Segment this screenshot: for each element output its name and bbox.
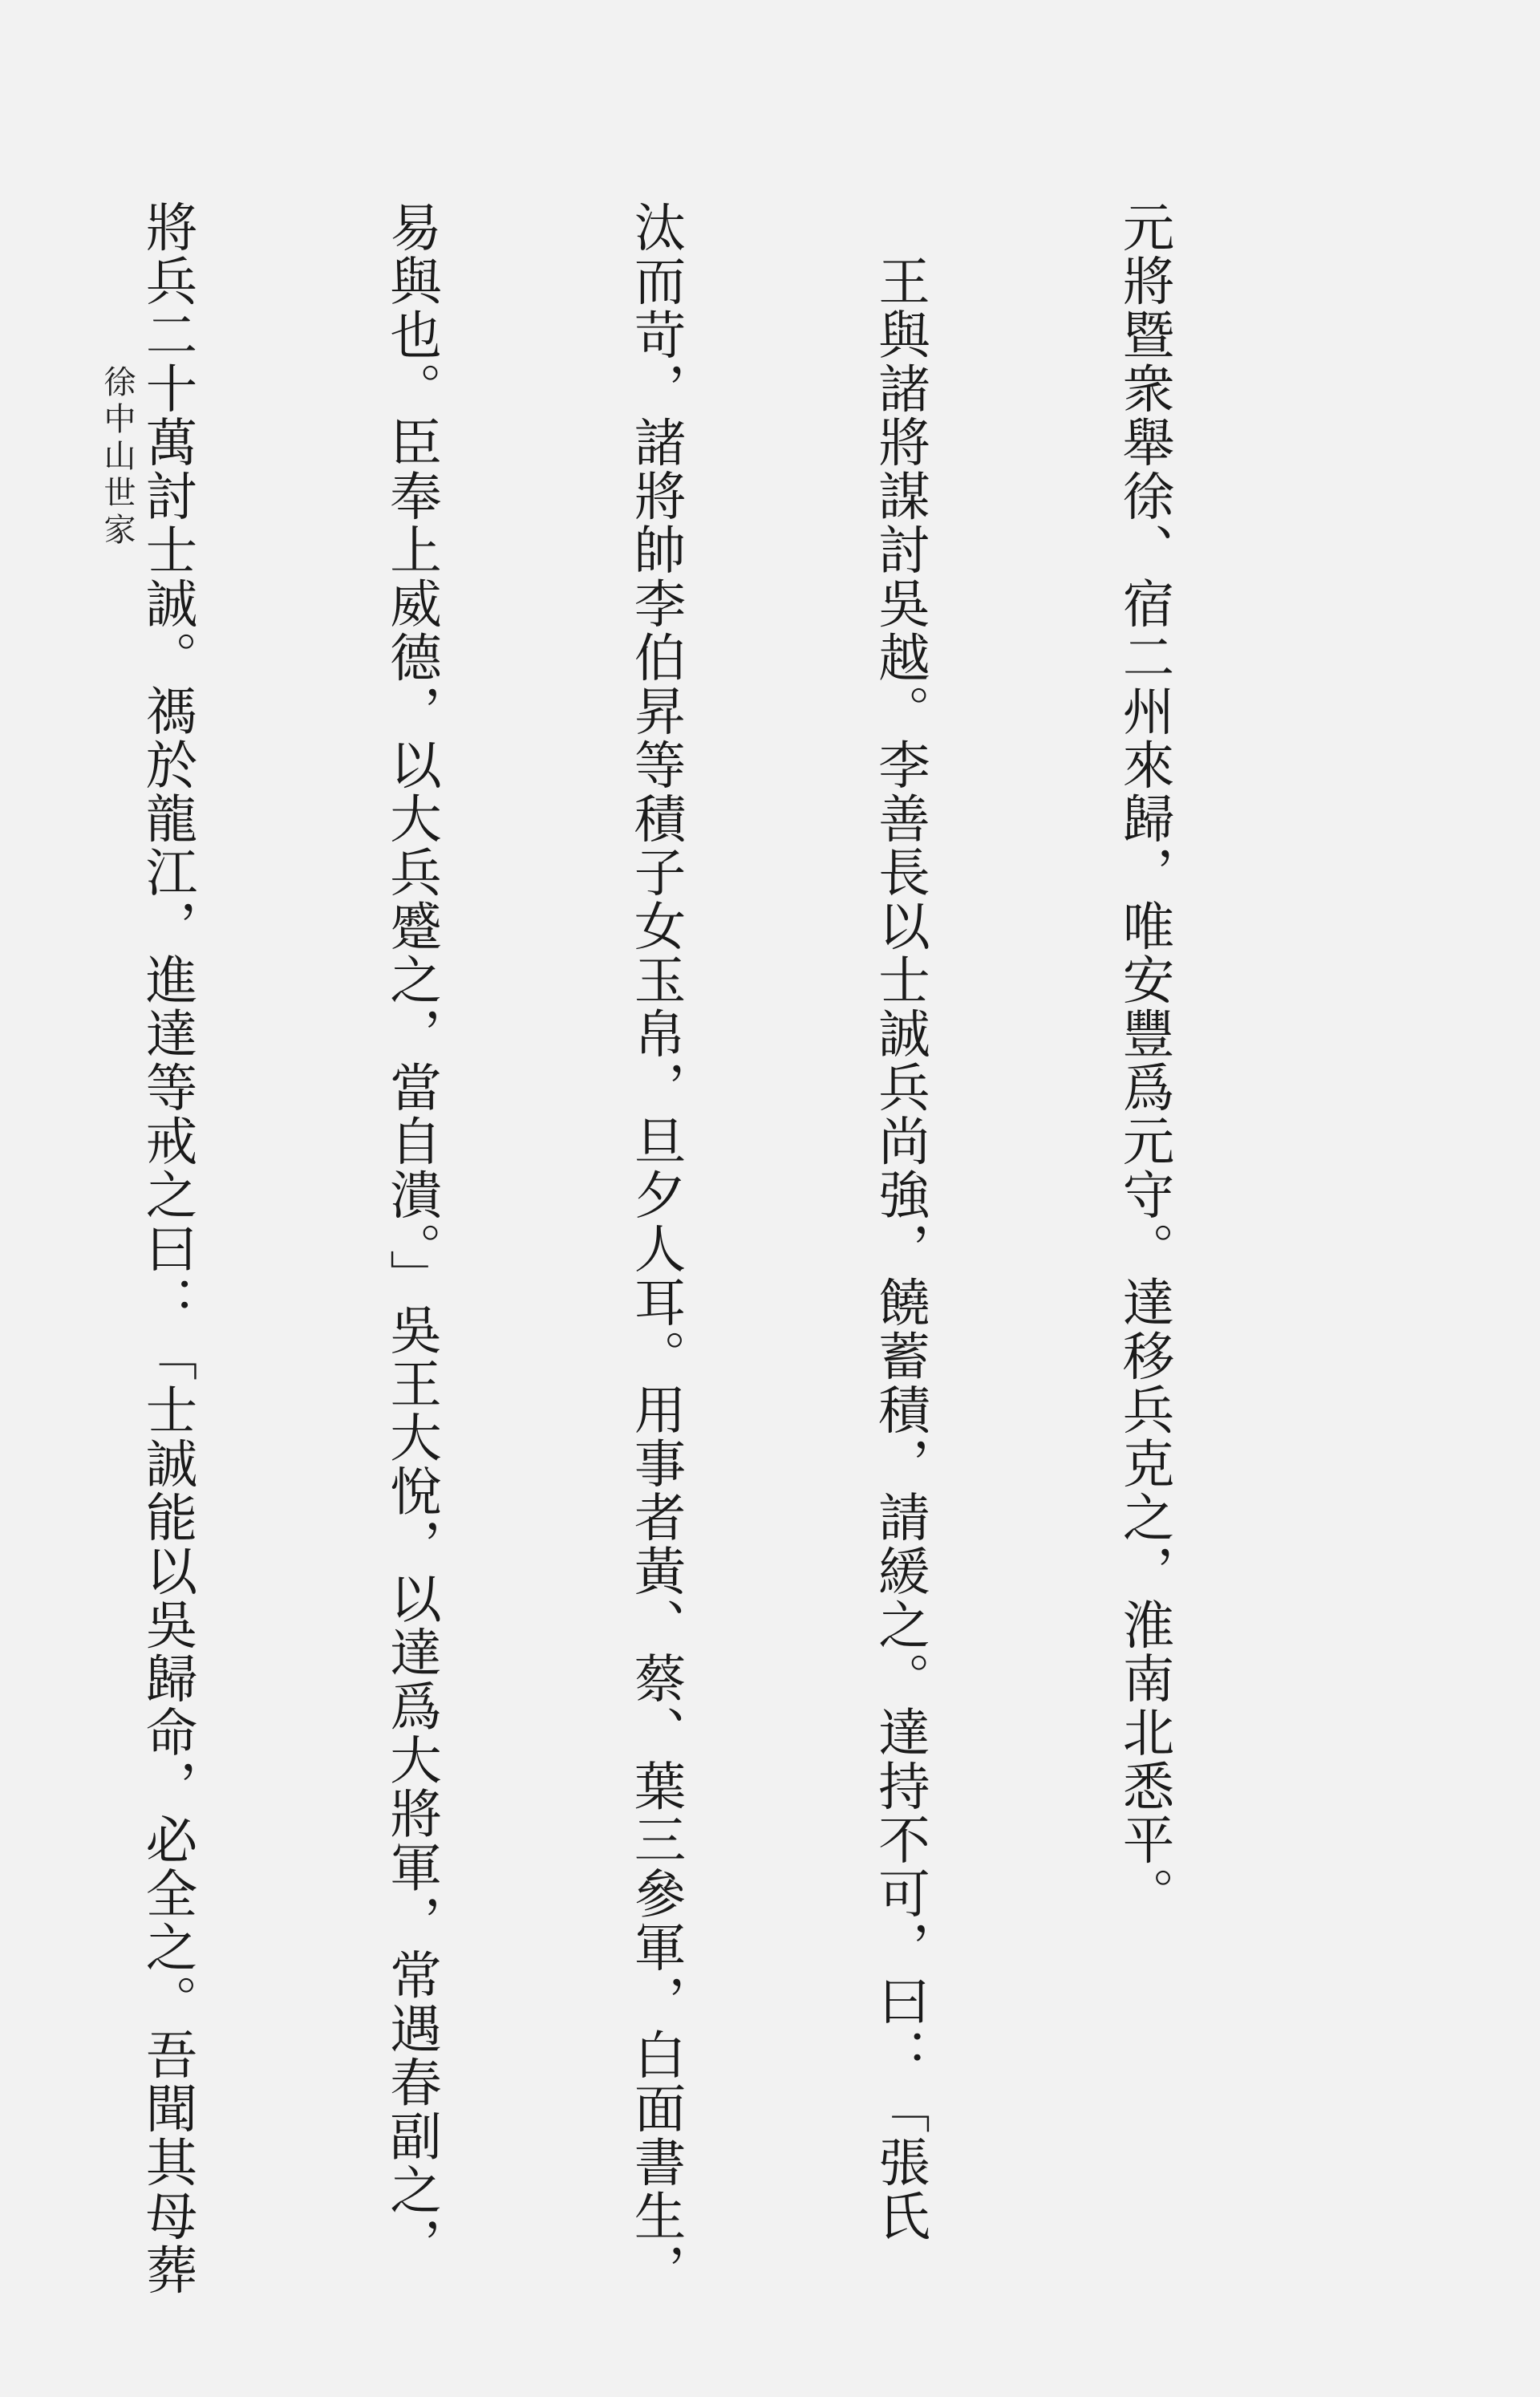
body-text <box>96 201 1348 2297</box>
text-column: 汰而苛，諸將帥李伯昇等積子女玉帛，旦夕人耳。用事者黃、蔡、葉三參軍，白面書生， <box>626 201 686 2297</box>
text-column: 易與也。臣奉上威德，以大兵蹙之，當自潰。」吳王大悅，以達爲大將軍，常遇春副之， <box>381 201 442 2271</box>
text-column: 元將暨衆舉徐、宿二州來歸，唯安豐爲元守。達移兵克之，淮南北悉平。 <box>1114 201 1174 1920</box>
running-head: 徐中山世家 <box>99 365 136 550</box>
text-column: 將兵二十萬討士誠。禡於龍江，進達等戒之曰：「士誠能以吳歸命，必全之。吾聞其母葬 <box>137 201 197 2297</box>
text-column: 王與諸將謀討吳越。李善長以士誠兵尚強，饒蓄積，請緩之。達持不可，曰：「張氏 <box>869 201 930 2243</box>
